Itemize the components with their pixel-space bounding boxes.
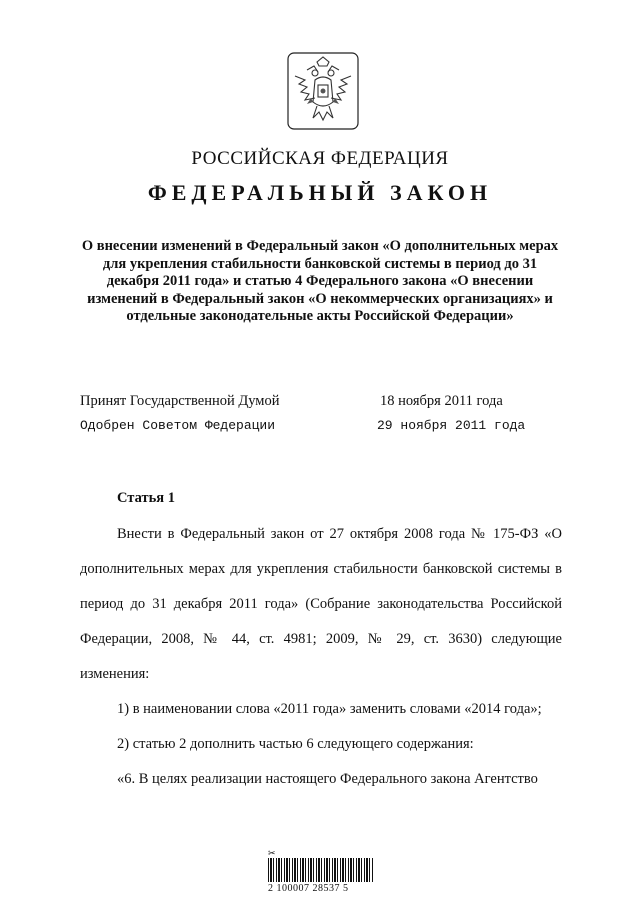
document-type: ФЕДЕРАЛЬНЫЙ ЗАКОН xyxy=(147,180,493,205)
adoption-label: Одобрен Советом Федерации xyxy=(80,418,276,433)
barcode-number: 2 100007 28537 5 xyxy=(268,883,349,894)
article-heading: Статья 1 xyxy=(117,490,175,506)
country-name: РОССИЙСКАЯ ФЕДЕРАЦИЯ xyxy=(191,148,449,169)
article-item: «6. В целях реализации настоящего Федерального закона Агентство xyxy=(117,771,538,787)
scissors-icon: ✂ xyxy=(268,848,276,858)
barcode-icon xyxy=(268,858,374,882)
russian-coat-of-arms-icon xyxy=(287,52,359,130)
barcode xyxy=(268,848,378,894)
adoption-date: 18 ноября 2011 года xyxy=(380,393,503,409)
adoption-date: 29 ноября 2011 года xyxy=(377,418,526,433)
article-body xyxy=(80,517,562,797)
article-item: 2) статью 2 дополнить частью 6 следующего содержания: xyxy=(117,736,474,752)
article-item: 1) в наименовании слова «2011 года» заменить словами «2014 года»; xyxy=(117,701,542,717)
article-intro: Внести в Федеральный закон от 27 октября 2008 года № 175-ФЗ «О дополнительных мерах для укрепления стабильности банковской системы в период до 31 декабря 2011 года» (Собрание законодательства Российской Федерации, 2008, № 44, ст. 4981; 2009, № 29, ст. 3630) следующие изменения: xyxy=(80,526,562,682)
adoption-label: Принят Государственной Думой xyxy=(80,393,280,409)
law-title: О внесении изменений в Федеральный закон «О дополнительных мерах для укрепления стабильности банковской системы в период до 31 декабря 2011 года» и статью 4 Федерального закона «О внесении изменений в Федеральный закон «О некоммерческих организациях» и отдельные законодательные акты Российской Федерации» xyxy=(81,238,559,324)
